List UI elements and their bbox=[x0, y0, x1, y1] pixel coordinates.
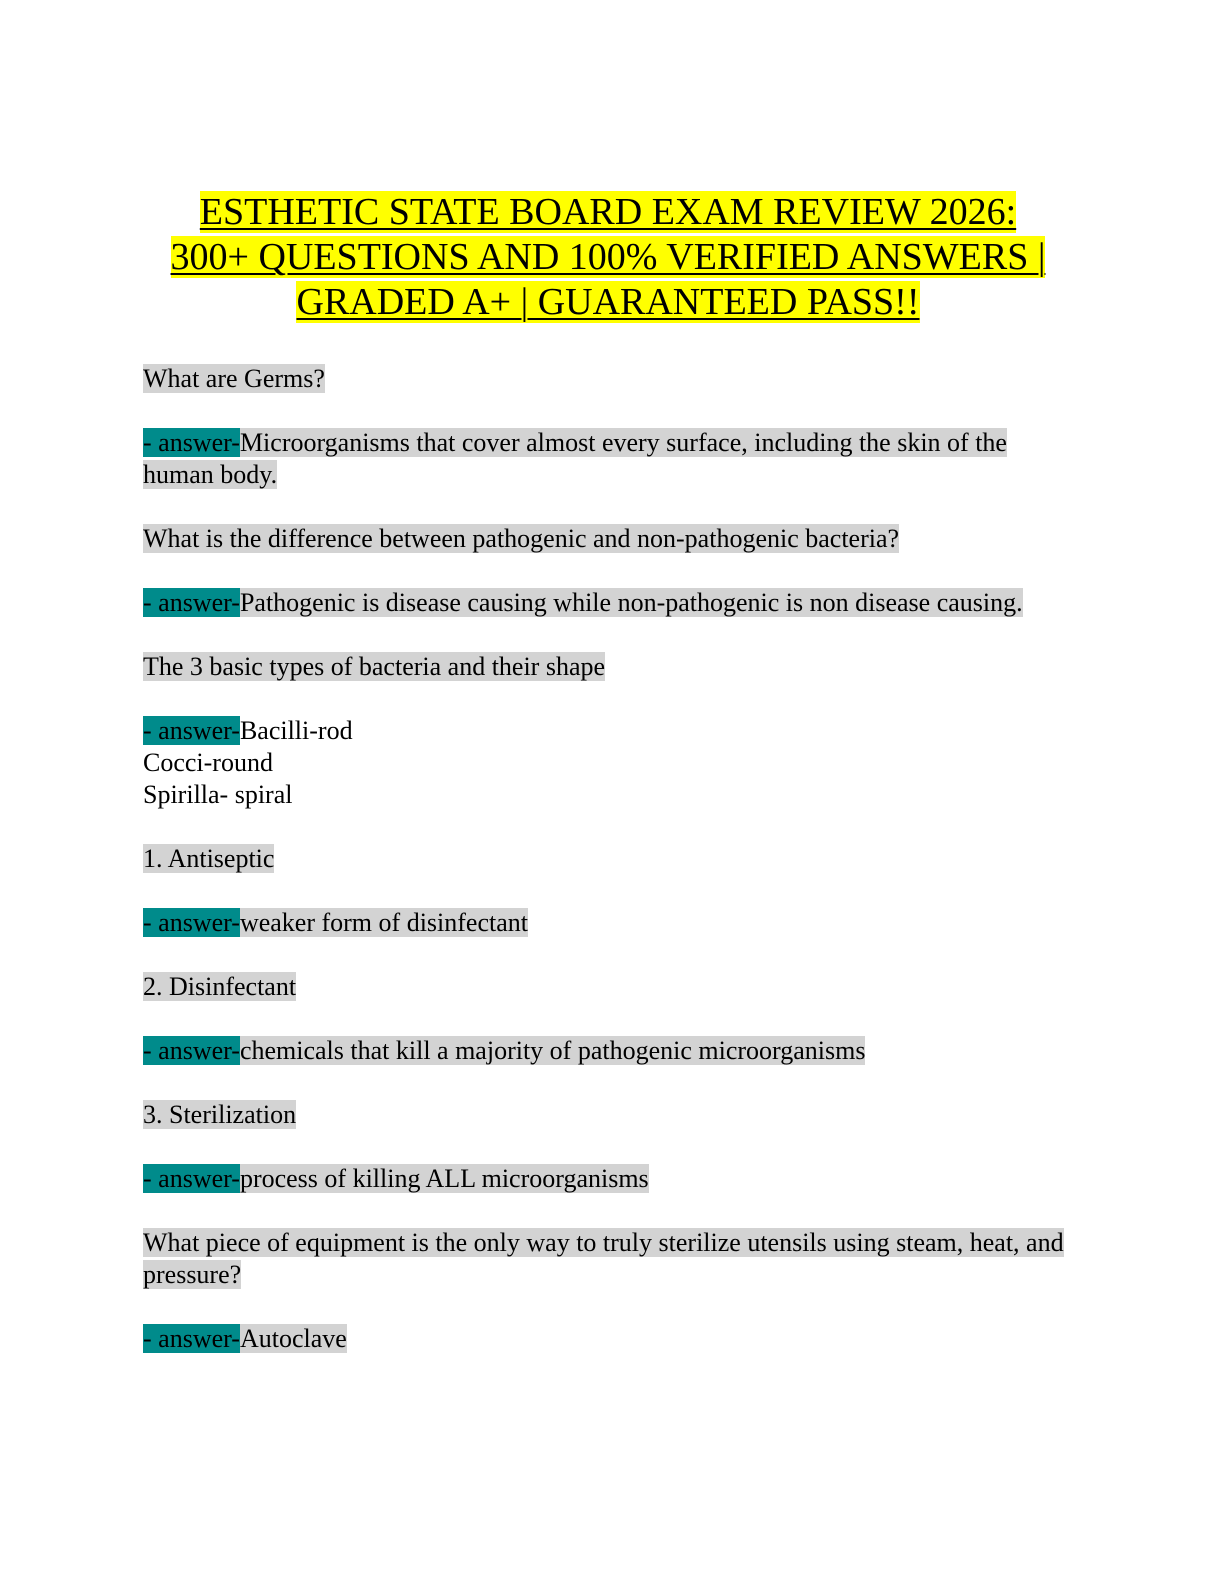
answer-text: Autoclave bbox=[239, 1324, 347, 1353]
answer-text: Microorganisms that cover almost every surface, including the skin of the human body. bbox=[143, 428, 1007, 489]
question bbox=[143, 363, 1073, 395]
question-text: 3. Sterilization bbox=[143, 1100, 297, 1129]
answer bbox=[143, 427, 1073, 491]
answer-text: Spirilla- spiral bbox=[143, 780, 293, 809]
question-text: What is the difference between pathogenic and non-pathogenic bacteria? bbox=[143, 524, 900, 553]
answer-prefix: - answer- bbox=[143, 1164, 240, 1193]
question bbox=[143, 1227, 1073, 1291]
answer-text: Bacilli-rod bbox=[239, 716, 353, 745]
answer-prefix: - answer- bbox=[143, 908, 240, 937]
question-text: What piece of equipment is the only way to truly sterilize utensils using steam, heat, and pressure? bbox=[143, 1228, 1064, 1289]
question bbox=[143, 1099, 1073, 1131]
title-line-3: GRADED A+ | GUARANTEED PASS!! bbox=[296, 281, 920, 323]
title-line-1: ESTHETIC STATE BOARD EXAM REVIEW 2026: bbox=[199, 191, 1017, 233]
answer bbox=[143, 1163, 1073, 1195]
answer-text: chemicals that kill a majority of pathogenic microorganisms bbox=[239, 1036, 866, 1065]
answer bbox=[143, 1323, 1073, 1355]
answer bbox=[143, 1035, 1073, 1067]
answer-prefix: - answer- bbox=[143, 1324, 240, 1353]
question-text: The 3 basic types of bacteria and their shape bbox=[143, 652, 606, 681]
document-title bbox=[143, 190, 1073, 325]
answer-text: weaker form of disinfectant bbox=[239, 908, 528, 937]
question bbox=[143, 971, 1073, 1003]
answer bbox=[143, 715, 1073, 811]
answer-prefix: - answer- bbox=[143, 588, 240, 617]
answer-text: process of killing ALL microorganisms bbox=[239, 1164, 649, 1193]
question-text: What are Germs? bbox=[143, 364, 325, 393]
question-text: 2. Disinfectant bbox=[143, 972, 297, 1001]
question bbox=[143, 651, 1073, 683]
qa-list bbox=[143, 363, 1073, 1355]
question bbox=[143, 843, 1073, 875]
answer-prefix: - answer- bbox=[143, 716, 240, 745]
question bbox=[143, 523, 1073, 555]
answer-prefix: - answer- bbox=[143, 428, 240, 457]
answer-prefix: - answer- bbox=[143, 1036, 240, 1065]
answer-text: Pathogenic is disease causing while non-pathogenic is non disease causing. bbox=[239, 588, 1023, 617]
answer bbox=[143, 907, 1073, 939]
answer-text: Cocci-round bbox=[143, 748, 273, 777]
answer bbox=[143, 587, 1073, 619]
title-line-2: 300+ QUESTIONS AND 100% VERIFIED ANSWERS | bbox=[170, 236, 1046, 278]
document-page bbox=[143, 190, 1073, 1387]
question-text: 1. Antiseptic bbox=[143, 844, 275, 873]
